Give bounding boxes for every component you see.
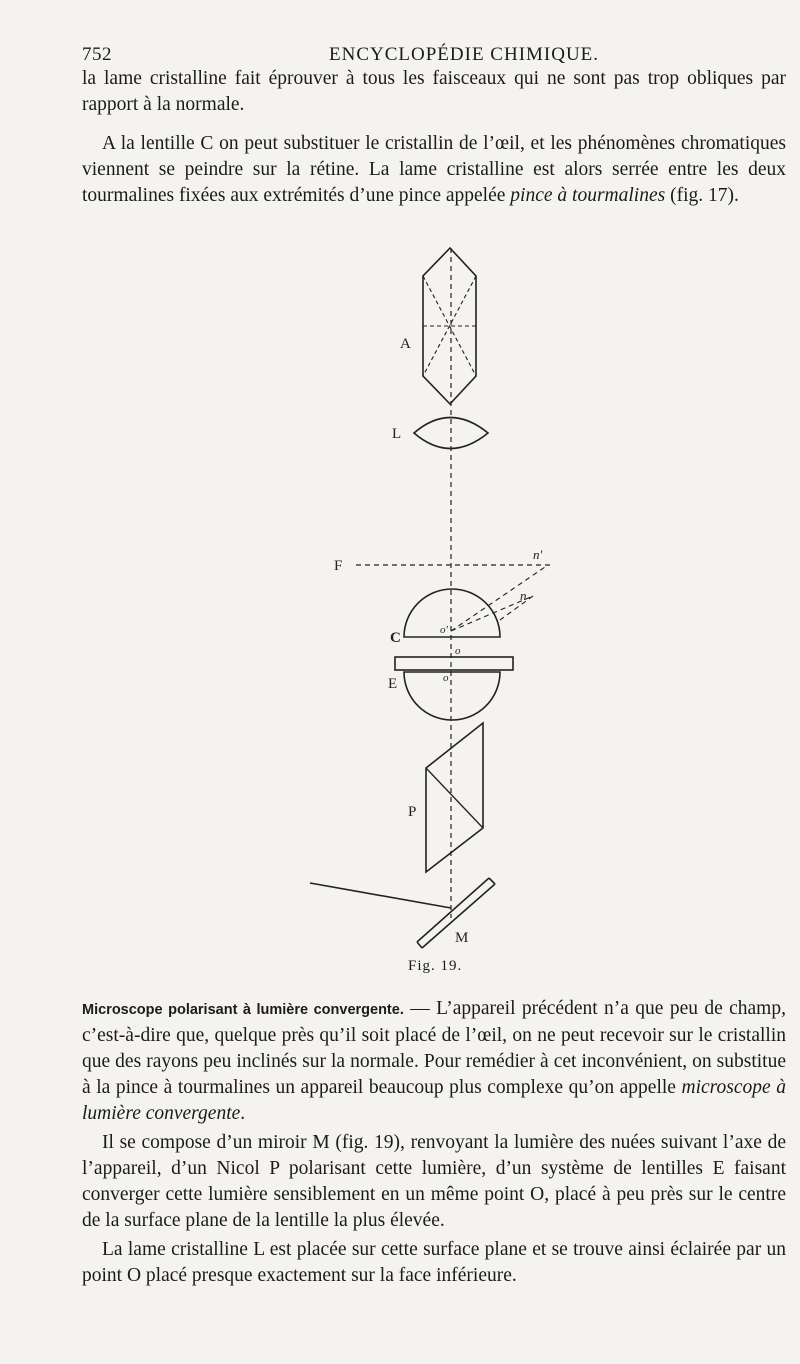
lens-e [404,672,500,720]
paragraph-5 [82,1237,786,1289]
label-m: M [455,930,469,946]
ray-n-prime [451,565,548,631]
paragraph-3-text-a: — L’appareil précédent n’a que peu de champ, c’est-à-dire que, quelque près qu’il soit placé de l’œil, on ne peut recevoir sur le cristallin que des rayons peu inclinés sur la normale. Pour remédier à cet inconvénient, on substitue à la pince à tourmalines un appareil beaucoup plus complexe qu’on appelle [82,998,786,1098]
paragraph-4-text: Il se compose d’un miroir M (fig. 19), renvoyant la lumière des nuées suivant l’axe de l’appareil, d’un Nicol P polarisant cette lumière, d’un système de lentilles E faisant converger cette lumière sensiblement en un même point O, placé à peu près sur le centre de la surface plane de la lentille la plus élevée. [82,1132,786,1231]
label-a: A [400,336,411,352]
paragraph-3-text-b: . [240,1103,246,1124]
label-l: L [392,426,402,442]
paragraph-2-text-a: A la lentille C on peut substituer le cristallin de l’œil, et les phénomènes chromatiques viennent se peindre sur la rétine. La lame cristalline est alors serrée entre les deux tourmalines fixées aux extrémités d’une pince appelée [82,133,786,206]
label-n-prime: n' [533,547,543,562]
paragraph-2-italic: pince à tourmalines [510,185,666,206]
label-n: n [520,588,527,603]
section-heading: Microscope polarisant à lumière convergente. [82,1002,404,1018]
label-c: C [390,630,401,646]
figure-caption: Fig. 19. [408,958,463,974]
running-title: ENCYCLOPÉDIE CHIMIQUE. [329,44,600,65]
paragraph-3-italic: microscope à lumière convergente [82,1077,786,1124]
paragraph-2-text-b: (fig. 17). [665,185,739,206]
label-e: E [388,676,398,692]
paragraph-3 [82,996,786,1127]
incident-ray [310,883,451,908]
paragraph-4 [82,1130,786,1234]
label-o-lower: o [443,672,449,684]
page-number: 752 [82,44,112,65]
label-f: F [334,558,343,574]
paragraph-5-text: La lame cristalline L est placée sur cette surface plane et se trouve ainsi éclairée par un point O placé presque exactement sur la face inférieure. [82,1239,786,1286]
label-o-prime: o' [440,624,448,636]
polarizer-diagonal [426,768,483,828]
crystal-plate [395,657,513,670]
label-o-small: o [455,645,461,657]
paragraph-1-text: la lame cristalline fait éprouver à tous les faisceaux qui ne sont pas trop obliques par rapport à la normale. [82,68,786,115]
label-p: P [408,804,417,820]
